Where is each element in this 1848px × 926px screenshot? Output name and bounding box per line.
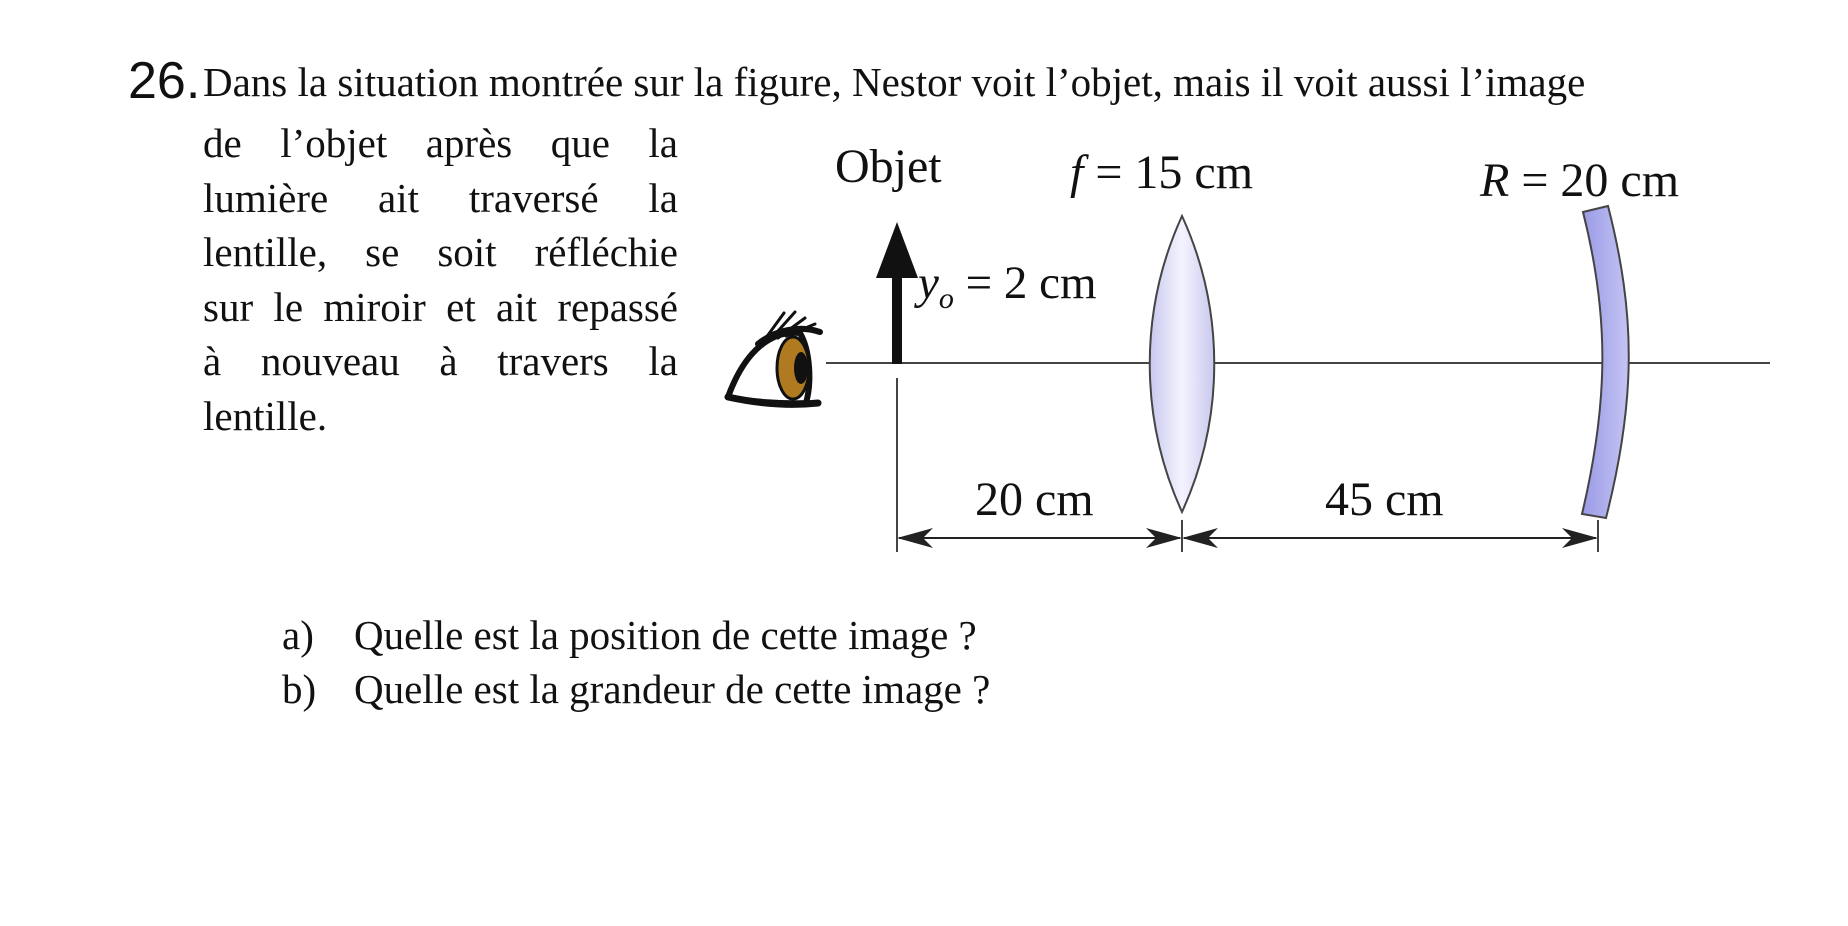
question-text: Quelle est la position de cette image ? [354,612,977,658]
question-text: Quelle est la grandeur de cette image ? [354,666,991,712]
question-item [282,662,990,716]
paragraph-line: sur le miroir et ait repassé [203,283,678,330]
paragraph-line: lentille, se soit réfléchie [203,229,678,275]
object-arrow [876,222,918,364]
eye-icon [728,312,820,404]
lens [1150,216,1215,512]
height-label: $y_o = 2$ cm [918,257,1097,315]
paragraph-line: lumière ait traversé la [203,174,678,221]
question-item [282,608,990,662]
paragraph-line: de l’objet après que la [203,120,678,166]
problem-intro-line: Dans la situation montrée sur la figure, Nestor voit l’objet, mais il voit aussi l’image [203,59,1586,105]
paragraph-line: à nouveau à travers la [203,338,678,384]
distance-label-lens-mirror: 45 cm [1325,473,1444,526]
object-label: Objet [835,140,942,193]
lens-focal-label: f = 15 cm [1070,146,1254,199]
questions-list [282,608,990,716]
distance-label-object-lens: 20 cm [975,473,1094,526]
question-label: b) [282,666,317,712]
problem-number: 26. [128,52,201,110]
paragraph-line: lentille. [203,392,328,439]
question-label: a) [282,612,314,658]
mirror-radius-label: R = 20 cm [1480,154,1680,207]
